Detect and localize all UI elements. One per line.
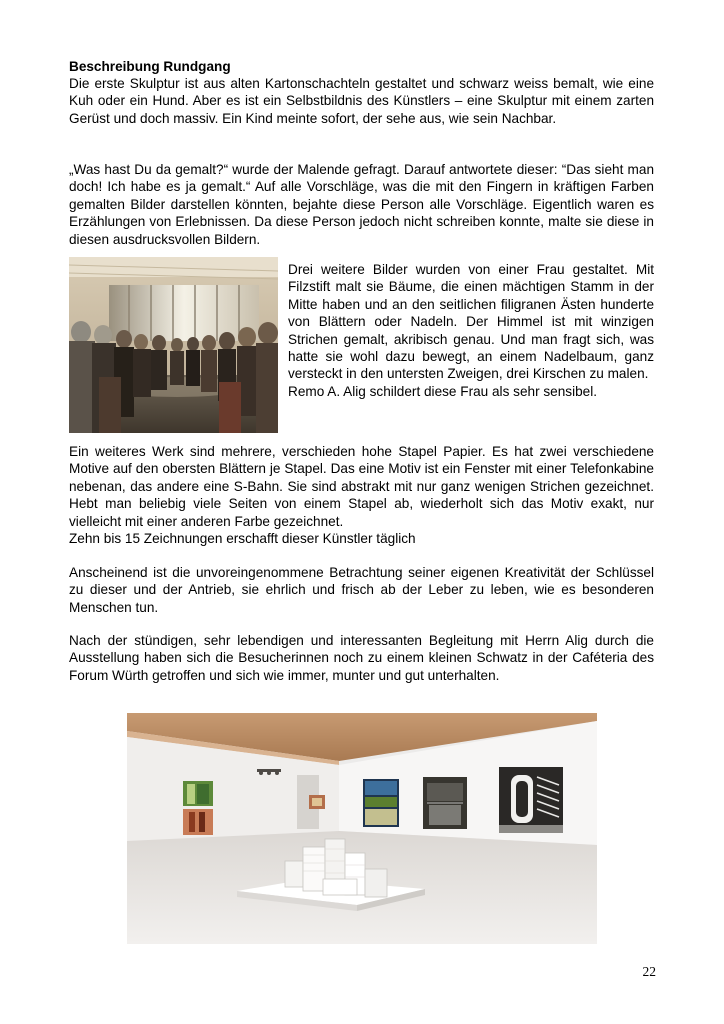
paragraph-creativity: Anscheinend ist die unvoreingenommene Betrachtung seiner eigenen Kreativität der Schlüssel zu dieser und der Antrieb, sie ehrlich und frisch ab der Leber zu leben, wie es besonderen Menschen tun. bbox=[69, 565, 654, 615]
paragraph-paper-stacks-body: Ein weiteres Werk sind mehrere, verschieden hohe Stapel Papier. Es hat zwei verschiedene Motive auf den obersten Blättern je Stapel. Das eine Motiv ist ein Fenster mit einer Telefonkabine nebenan, das andere eine S-Bahn. Sie sind abstrakt mit nur ganz wenigen Strichen gezeichnet. Hebt man beliebig viele Seiten von einem Stapel ab, wiederholt sich das Motiv exakt, nur vielleicht mit einer anderen Farbe gezeichnet. bbox=[69, 444, 654, 529]
paragraph-paper-stacks-note: Zehn bis 15 Zeichnungen erschafft dieser Künstler täglich bbox=[69, 531, 416, 547]
paragraph-tree-paintings-body: Drei weitere Bilder wurden von einer Frau gestaltet. Mit Filzstift malt sie Bäume, die einen mächtigen Stamm in der Mitte haben und an den seitlichen filigranen Ästen hunderte von Blättern oder Nadeln. Der Himmel ist mit winzigen Strichen gemalt, akribisch genau. Und man fragt sich, was hatte sie wohl dazu bewegt, an einem Nadelbaum, ganz versteckt in den untersten Zweigen, drei Kirschen zu malen. bbox=[288, 262, 654, 382]
photo-visitor-group bbox=[69, 257, 278, 433]
paragraph-cafeteria: Nach der stündigen, sehr lebendigen und interessanten Begleitung mit Herrn Alig durch die Ausstellung haben sich die Besucherinnen noch zu einem kleinen Schwatz in der Caféteria des Forum Würth getroffen und sich wie immer, munter und gut unterhalten. bbox=[69, 633, 654, 683]
photo-exhibition-hall bbox=[127, 713, 597, 944]
paragraph-tree-paintings bbox=[288, 261, 654, 400]
paragraph-sculpture: Die erste Skulptur ist aus alten Kartonschachteln gestaltet und schwarz weiss bemalt, wie eine Kuh oder ein Hund. Aber es ist ein Selbstbildnis des Künstlers – eine Skulptur mit einem zarten Gerüst und doch massiv. Ein Kind meinte sofort, der sehe aus, wie sein Nachbar. bbox=[69, 76, 654, 126]
paragraph-paper-stacks bbox=[69, 443, 654, 547]
section-heading: Beschreibung Rundgang bbox=[69, 59, 231, 74]
paragraph-painter: „Was hast Du da gemalt?“ wurde der Malende gefragt. Darauf antwortete dieser: “Das sieht man doch! Ich habe es ja gemalt.“ Auf alle Vorschläge, was die mit den Fingern in kräftigen Farben gemalten Bilder darstellen könnten, bejahte diese Person alle Vorschläge. Eigentlich waren es Erzählungen von Erlebnissen. Da diese Person jedoch nicht schreiben konnte, malte sie diese in diesen ausdrucksvollen Bildern. bbox=[69, 162, 654, 247]
paragraph-tree-paintings-note: Remo A. Alig schildert diese Frau als sehr sensibel. bbox=[288, 383, 598, 399]
page-number: 22 bbox=[642, 964, 656, 979]
